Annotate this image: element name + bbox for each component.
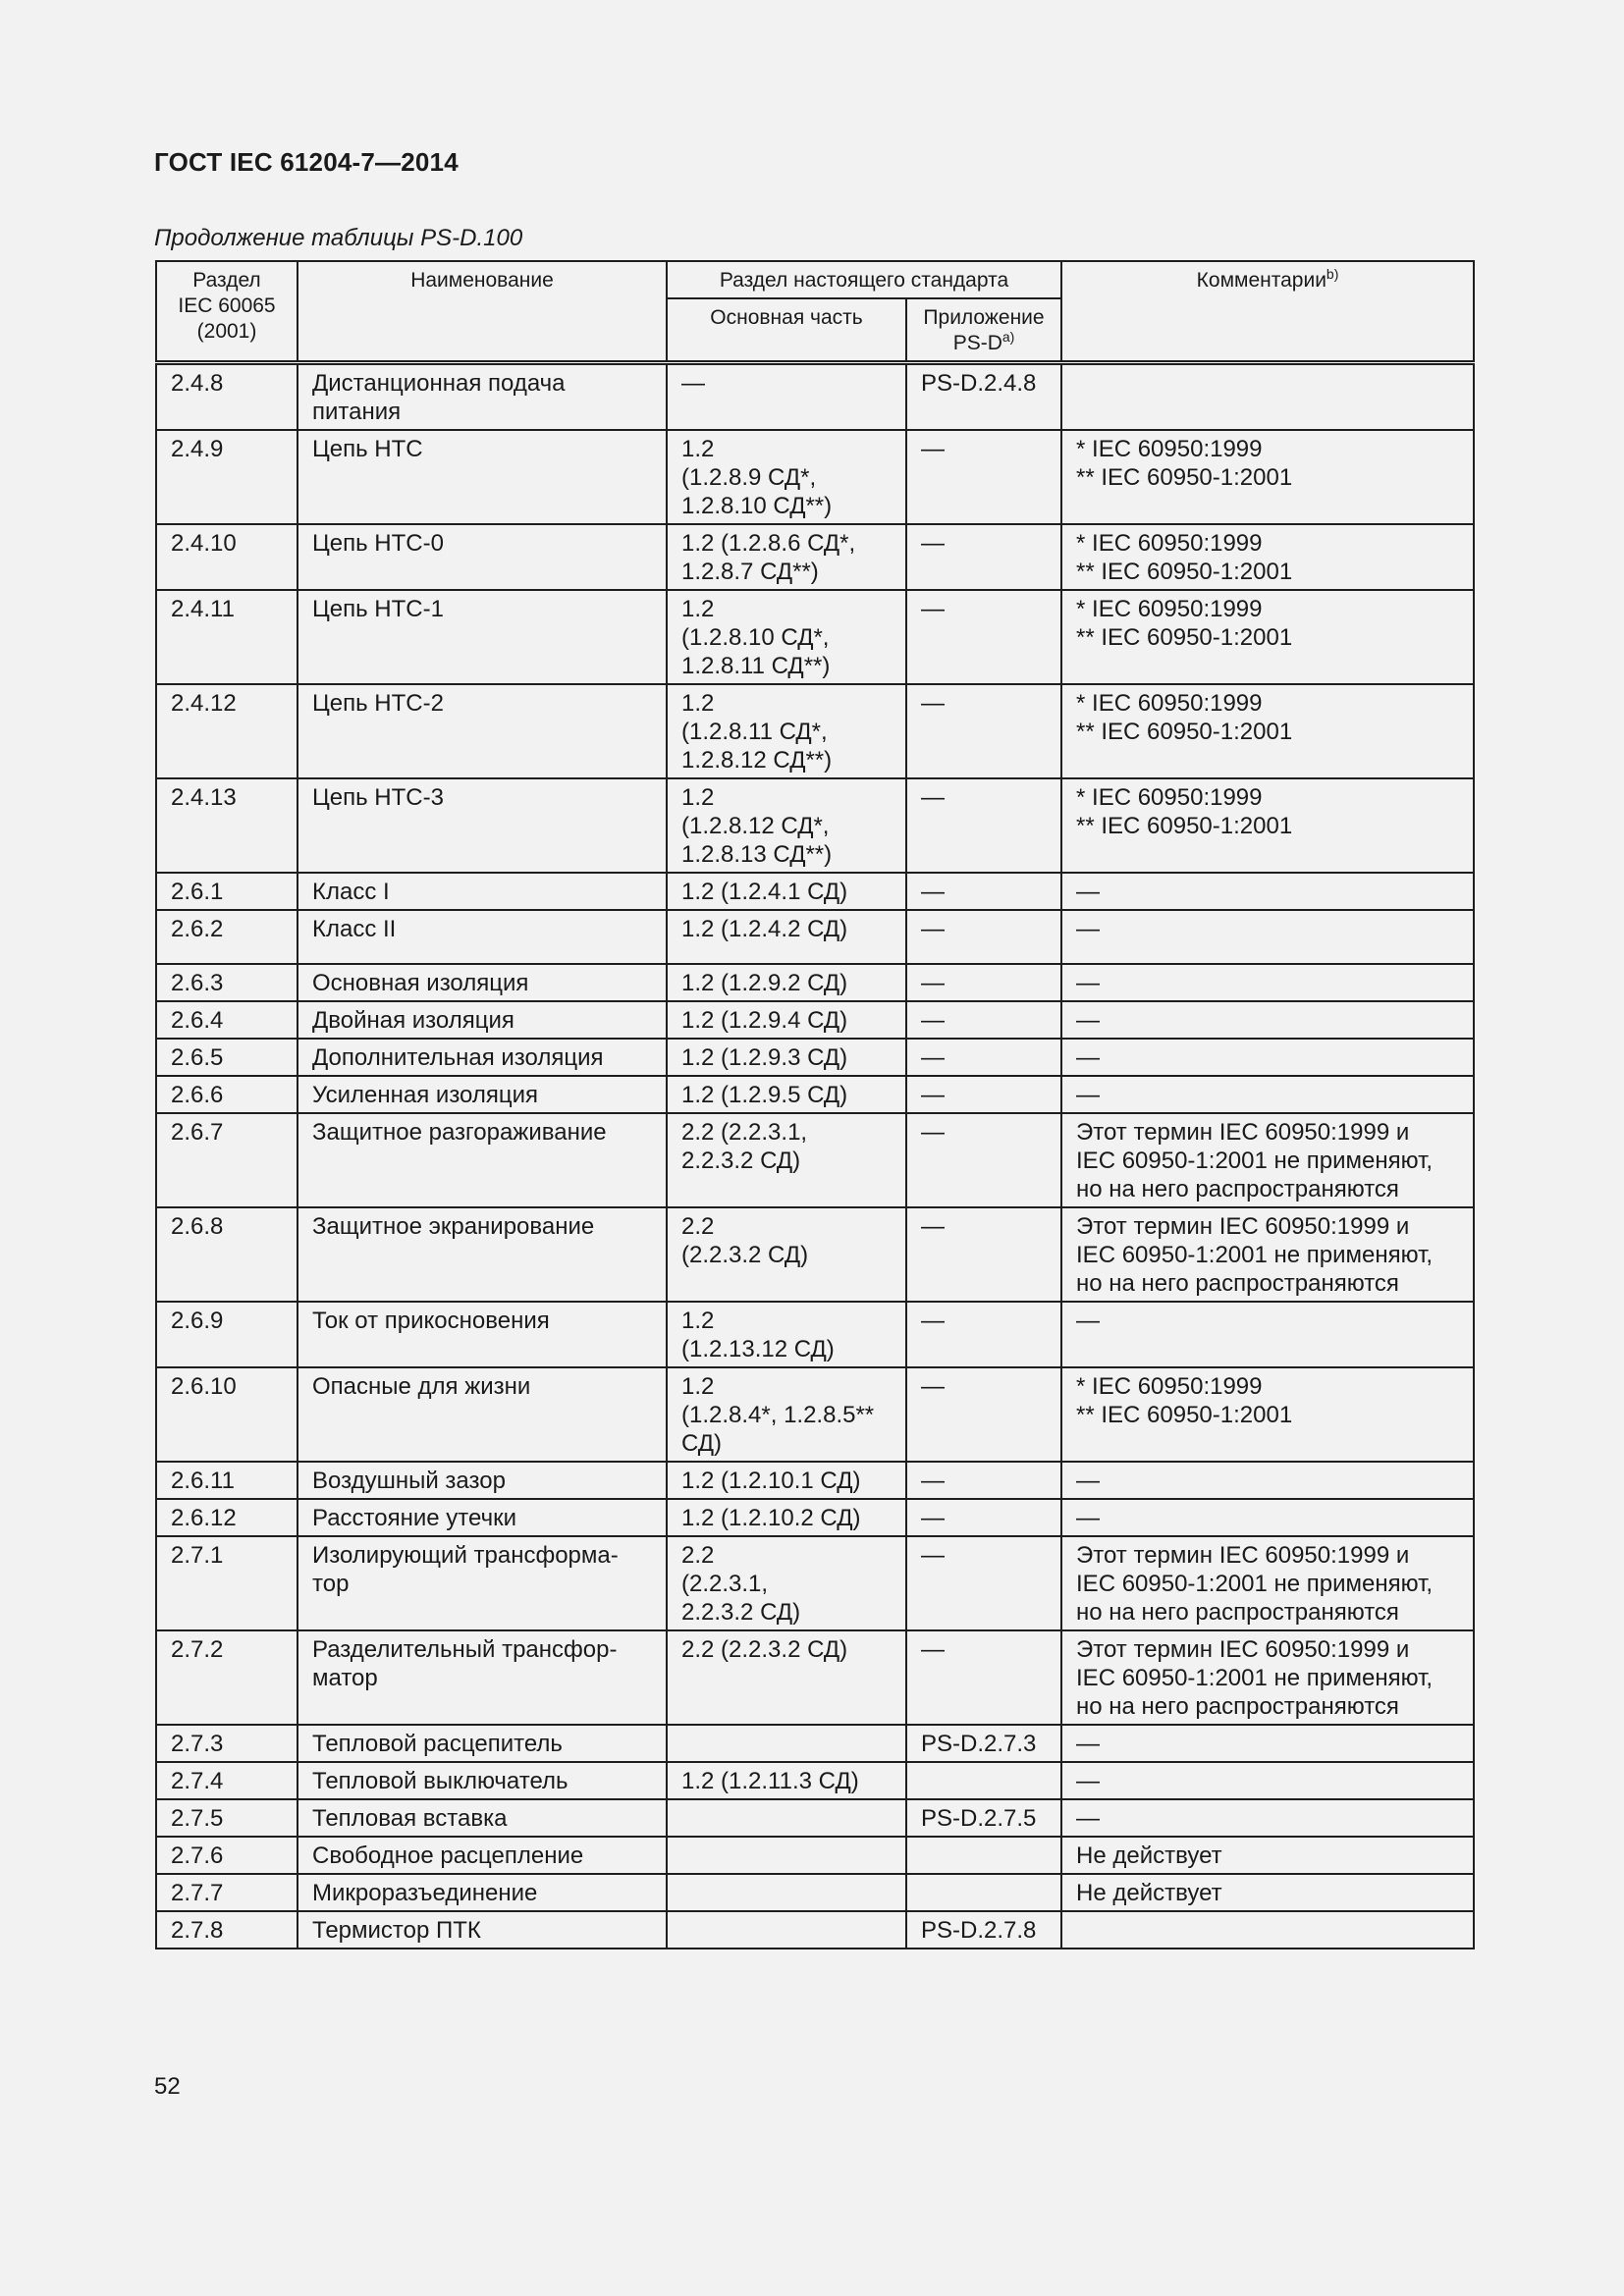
cell-main: 1.2 (1.2.9.5 СД) — [667, 1076, 906, 1113]
cell-main: 2.2 (2.2.3.1, 2.2.3.2 СД) — [667, 1536, 906, 1630]
table-row — [156, 684, 1474, 778]
cell-name: Защитное экранирование — [298, 1207, 667, 1302]
cell-name: Изолирующий трансформа- тор — [298, 1536, 667, 1630]
cell-annex: — — [906, 1001, 1061, 1039]
cell-name: Усиленная изоляция — [298, 1076, 667, 1113]
cell-comment: — — [1061, 1001, 1474, 1039]
table-row — [156, 1076, 1474, 1113]
cell-section: 2.6.3 — [156, 964, 298, 1001]
header-annex: Приложение $PS-D^{a)}$ — [906, 298, 1061, 363]
cell-section: 2.7.3 — [156, 1725, 298, 1762]
cell-main: 1.2 (1.2.13.12 СД) — [667, 1302, 906, 1367]
cell-section: 2.4.8 — [156, 363, 298, 431]
cell-main: 1.2 (1.2.9.4 СД) — [667, 1001, 906, 1039]
table-row — [156, 910, 1474, 964]
cell-annex: — — [906, 1207, 1061, 1302]
table-row — [156, 964, 1474, 1001]
cell-comment: — — [1061, 910, 1474, 964]
cell-main: 1.2 (1.2.4.2 СД) — [667, 910, 906, 964]
cell-comment: * IEC 60950:1999 ** IEC 60950-1:2001 — [1061, 590, 1474, 684]
table-row — [156, 1499, 1474, 1536]
cell-main: 1.2 (1.2.8.9 СД*, 1.2.8.10 СД**) — [667, 430, 906, 524]
cell-comment: * IEC 60950:1999 ** IEC 60950-1:2001 — [1061, 684, 1474, 778]
cell-name: Опасные для жизни — [298, 1367, 667, 1462]
cell-section: 2.7.1 — [156, 1536, 298, 1630]
cell-annex: PS-D.2.4.8 — [906, 363, 1061, 431]
cell-comment: — — [1061, 1039, 1474, 1076]
table-row — [156, 363, 1474, 431]
cell-main — [667, 1725, 906, 1762]
header-standard-section: Раздел настоящего стандарта — [667, 261, 1061, 298]
cell-name: Тепловой расцепитель — [298, 1725, 667, 1762]
cell-comment: * IEC 60950:1999 ** IEC 60950-1:2001 — [1061, 430, 1474, 524]
cell-name: Дополнительная изоляция — [298, 1039, 667, 1076]
cell-main: 1.2 (1.2.11.3 СД) — [667, 1762, 906, 1799]
table-caption: Продолжение таблицы PS-D.100 — [154, 225, 523, 251]
table-row — [156, 1001, 1474, 1039]
cell-annex: — — [906, 964, 1061, 1001]
header-section: Раздел IEC 60065 (2001) — [156, 261, 298, 363]
header-comments: Комментарии$^{b)}$ — [1061, 261, 1474, 363]
cell-annex: — — [906, 590, 1061, 684]
table-row — [156, 1207, 1474, 1302]
cell-section: 2.6.11 — [156, 1462, 298, 1499]
cell-main: 1.2 (1.2.8.11 СД*, 1.2.8.12 СД**) — [667, 684, 906, 778]
cell-section: 2.6.9 — [156, 1302, 298, 1367]
cell-annex — [906, 1837, 1061, 1874]
cell-name: Цепь НТС-0 — [298, 524, 667, 590]
cell-main: 2.2 (2.2.3.2 СД) — [667, 1630, 906, 1725]
cell-comment: — — [1061, 964, 1474, 1001]
cell-annex: PS-D.2.7.3 — [906, 1725, 1061, 1762]
cell-main: 1.2 (1.2.8.4*, 1.2.8.5** СД) — [667, 1367, 906, 1462]
cell-annex: — — [906, 1302, 1061, 1367]
cell-annex: — — [906, 910, 1061, 964]
cell-annex: PS-D.2.7.5 — [906, 1799, 1061, 1837]
cell-section: 2.6.12 — [156, 1499, 298, 1536]
cell-comment — [1061, 1911, 1474, 1949]
cell-section: 2.4.12 — [156, 684, 298, 778]
cell-comment: Не действует — [1061, 1874, 1474, 1911]
cell-main — [667, 1799, 906, 1837]
cell-section: 2.7.8 — [156, 1911, 298, 1949]
cell-main: 1.2 (1.2.8.12 СД*, 1.2.8.13 СД**) — [667, 778, 906, 873]
cell-comment: Этот термин IEC 60950:1999 и IEC 60950-1:2001 не применяют, но на него распространяются — [1061, 1630, 1474, 1725]
table-row — [156, 873, 1474, 910]
cell-name: Расстояние утечки — [298, 1499, 667, 1536]
header-name: Наименование — [298, 261, 667, 363]
cell-annex: — — [906, 1499, 1061, 1536]
cell-name: Тепловая вставка — [298, 1799, 667, 1837]
table-row — [156, 1762, 1474, 1799]
cell-main: 2.2 (2.2.3.2 СД) — [667, 1207, 906, 1302]
table-row — [156, 1302, 1474, 1367]
cell-name: Цепь НТС-2 — [298, 684, 667, 778]
cell-annex: — — [906, 1113, 1061, 1207]
table-row — [156, 1536, 1474, 1630]
cell-name: Защитное разгораживание — [298, 1113, 667, 1207]
cell-annex: PS-D.2.7.8 — [906, 1911, 1061, 1949]
cell-annex: — — [906, 430, 1061, 524]
table-row — [156, 524, 1474, 590]
cell-comment: Этот термин IEC 60950:1999 и IEC 60950-1:2001 не применяют, но на него распространяются — [1061, 1536, 1474, 1630]
page-number: 52 — [154, 2073, 181, 2100]
cell-name: Свободное расцепление — [298, 1837, 667, 1874]
cell-main: 1.2 (1.2.9.3 СД) — [667, 1039, 906, 1076]
table-row — [156, 1725, 1474, 1762]
cell-main: 1.2 (1.2.4.1 СД) — [667, 873, 906, 910]
cell-main: 2.2 (2.2.3.1, 2.2.3.2 СД) — [667, 1113, 906, 1207]
document-title: ГОСТ IEC 61204-7—2014 — [154, 147, 459, 177]
cell-section: 2.6.5 — [156, 1039, 298, 1076]
table-row — [156, 1039, 1474, 1076]
cell-main — [667, 1874, 906, 1911]
cell-annex: — — [906, 524, 1061, 590]
cell-comment: — — [1061, 1462, 1474, 1499]
table-row — [156, 1874, 1474, 1911]
cell-comment: — — [1061, 1499, 1474, 1536]
cell-section: 2.7.2 — [156, 1630, 298, 1725]
cell-annex: — — [906, 1039, 1061, 1076]
cell-section: 2.6.8 — [156, 1207, 298, 1302]
cell-name: Класс I — [298, 873, 667, 910]
cell-annex: — — [906, 1536, 1061, 1630]
cell-comment: — — [1061, 873, 1474, 910]
cell-section: 2.7.4 — [156, 1762, 298, 1799]
cell-comment — [1061, 363, 1474, 431]
table-row — [156, 1367, 1474, 1462]
table-row — [156, 1630, 1474, 1725]
cell-section: 2.4.13 — [156, 778, 298, 873]
cell-section: 2.6.7 — [156, 1113, 298, 1207]
cell-annex: — — [906, 684, 1061, 778]
cell-comment: * IEC 60950:1999 ** IEC 60950-1:2001 — [1061, 1367, 1474, 1462]
cell-annex: — — [906, 1630, 1061, 1725]
cell-section: 2.6.10 — [156, 1367, 298, 1462]
table-row — [156, 1113, 1474, 1207]
cell-main: 1.2 (1.2.9.2 СД) — [667, 964, 906, 1001]
cell-name: Термистор ПТК — [298, 1911, 667, 1949]
cell-section: 2.6.6 — [156, 1076, 298, 1113]
cell-name: Разделительный трансфор- матор — [298, 1630, 667, 1725]
cell-section: 2.6.2 — [156, 910, 298, 964]
cell-section: 2.4.10 — [156, 524, 298, 590]
cell-comment: * IEC 60950:1999 ** IEC 60950-1:2001 — [1061, 778, 1474, 873]
cell-annex: — — [906, 778, 1061, 873]
cell-section: 2.7.7 — [156, 1874, 298, 1911]
cell-name: Микроразъединение — [298, 1874, 667, 1911]
cell-comment: — — [1061, 1076, 1474, 1113]
header-main-part: Основная часть — [667, 298, 906, 363]
cell-section: 2.6.4 — [156, 1001, 298, 1039]
cell-main: 1.2 (1.2.8.10 СД*, 1.2.8.11 СД**) — [667, 590, 906, 684]
cell-main: 1.2 (1.2.10.2 СД) — [667, 1499, 906, 1536]
table-row — [156, 1837, 1474, 1874]
cell-comment: Этот термин IEC 60950:1999 и IEC 60950-1:2001 не применяют, но на него распространяются — [1061, 1113, 1474, 1207]
table-body — [156, 363, 1474, 1949]
cell-annex: — — [906, 873, 1061, 910]
cell-annex — [906, 1762, 1061, 1799]
cell-name: Класс II — [298, 910, 667, 964]
cell-name: Дистанционная подача питания — [298, 363, 667, 431]
cell-annex: — — [906, 1076, 1061, 1113]
cell-main — [667, 1837, 906, 1874]
cell-main: 1.2 (1.2.10.1 СД) — [667, 1462, 906, 1499]
cell-comment: — — [1061, 1799, 1474, 1837]
table-row — [156, 778, 1474, 873]
cell-comment: — — [1061, 1302, 1474, 1367]
cell-main: — — [667, 363, 906, 431]
cell-section: 2.6.1 — [156, 873, 298, 910]
cell-section: 2.4.9 — [156, 430, 298, 524]
cell-name: Двойная изоляция — [298, 1001, 667, 1039]
table-row — [156, 1462, 1474, 1499]
cell-comment: — — [1061, 1725, 1474, 1762]
cell-name: Цепь НТС-1 — [298, 590, 667, 684]
cell-section: 2.7.6 — [156, 1837, 298, 1874]
cell-comment: Этот термин IEC 60950:1999 и IEC 60950-1:2001 не применяют, но на него распространяются — [1061, 1207, 1474, 1302]
cell-main — [667, 1911, 906, 1949]
cell-name: Тепловой выключатель — [298, 1762, 667, 1799]
table-row — [156, 430, 1474, 524]
cell-annex: — — [906, 1367, 1061, 1462]
cell-name: Основная изоляция — [298, 964, 667, 1001]
cell-annex: — — [906, 1462, 1061, 1499]
table-row — [156, 1799, 1474, 1837]
cell-name: Ток от прикосновения — [298, 1302, 667, 1367]
cell-name: Воздушный зазор — [298, 1462, 667, 1499]
cell-comment: — — [1061, 1762, 1474, 1799]
cell-section: 2.7.5 — [156, 1799, 298, 1837]
cell-main: 1.2 (1.2.8.6 СД*, 1.2.8.7 СД**) — [667, 524, 906, 590]
cell-name: Цепь НТС — [298, 430, 667, 524]
cell-comment: * IEC 60950:1999 ** IEC 60950-1:2001 — [1061, 524, 1474, 590]
cell-comment: Не действует — [1061, 1837, 1474, 1874]
table-row — [156, 1911, 1474, 1949]
cell-section: 2.4.11 — [156, 590, 298, 684]
cell-name: Цепь НТС-3 — [298, 778, 667, 873]
requirements-table — [155, 260, 1475, 1949]
cell-annex — [906, 1874, 1061, 1911]
table-row — [156, 590, 1474, 684]
